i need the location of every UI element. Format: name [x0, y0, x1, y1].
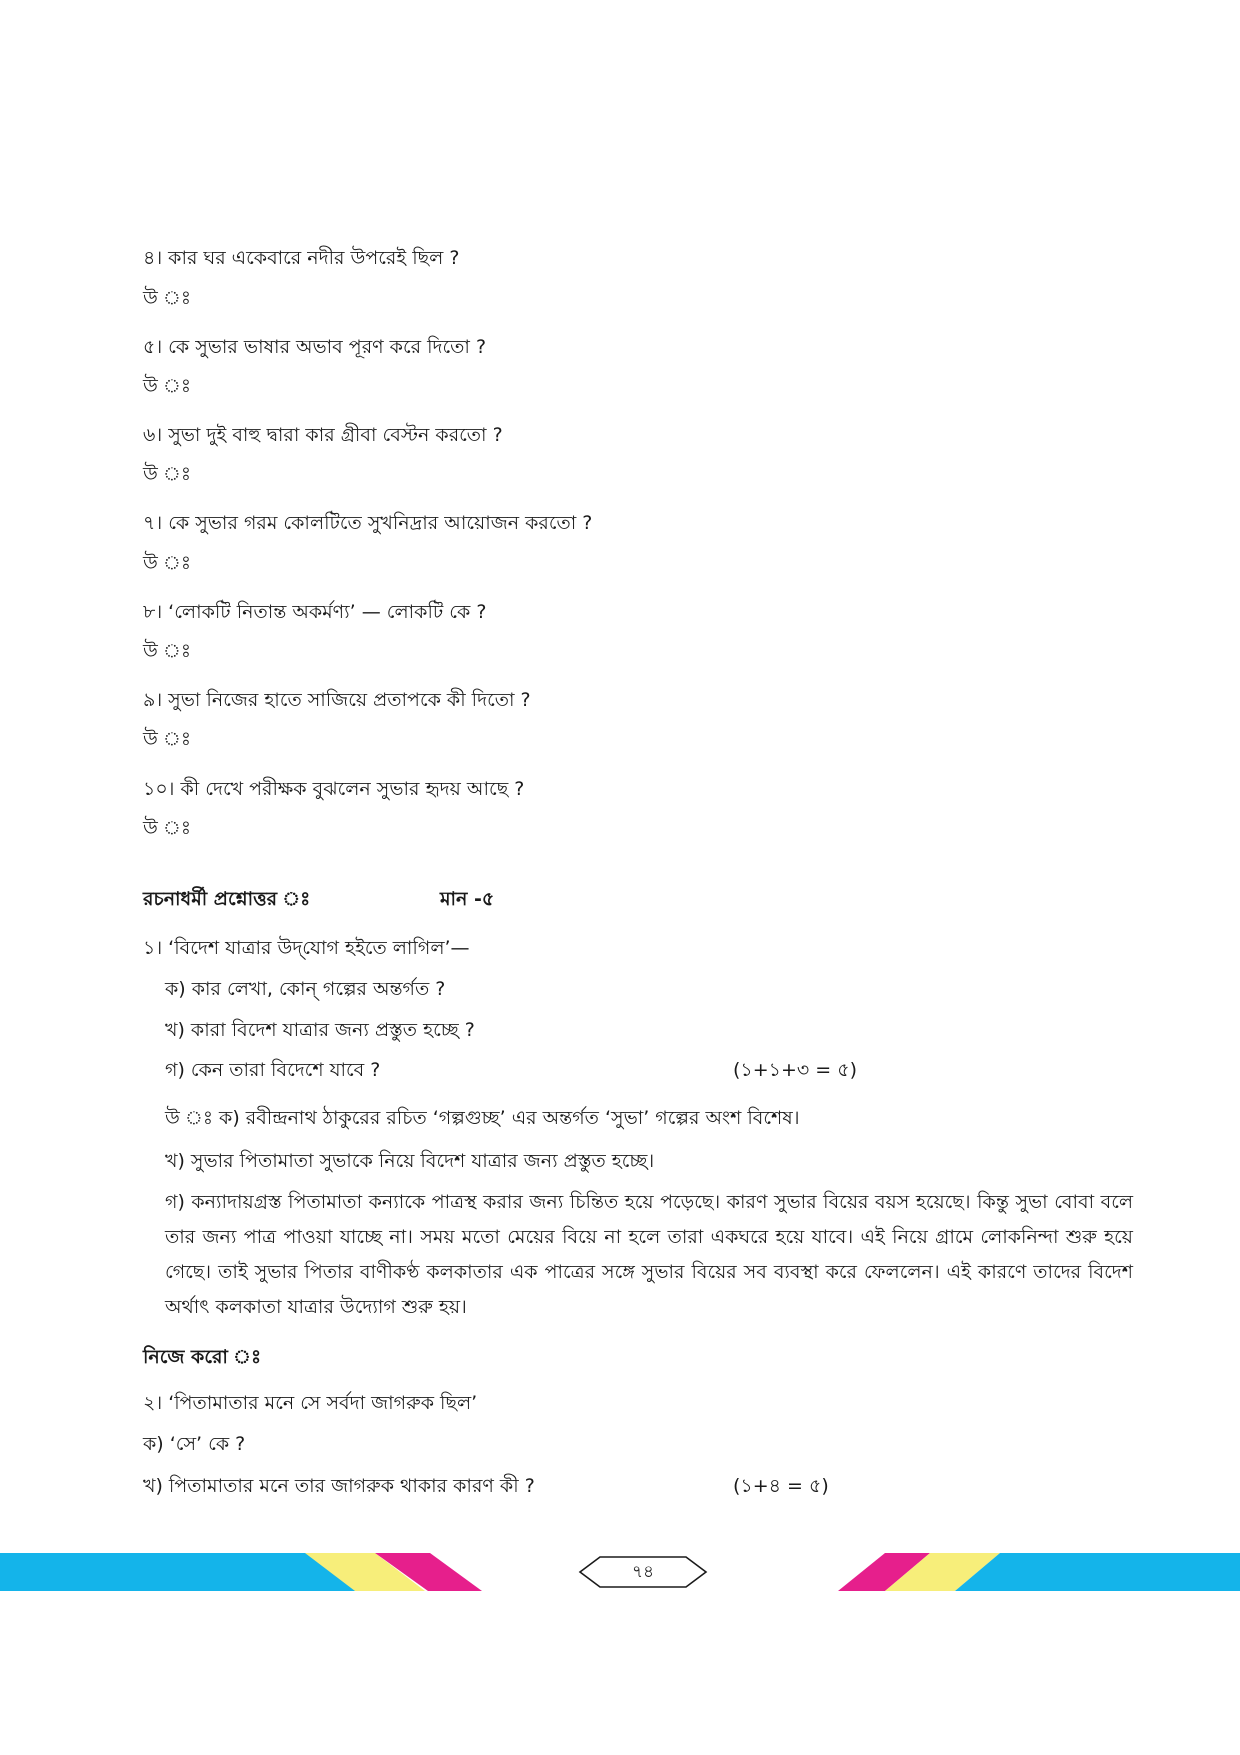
self-q2-part-a: ক) ‘সে’ কে ?: [143, 1433, 246, 1455]
essay-q1-answer-b: খ) সুভার পিতামাতা সুভাকে নিয়ে বিদেশ যাত্রার জন্য প্রস্তুত হচ্ছে।: [165, 1150, 655, 1172]
question-5: ৫। কে সুভার ভাষার অভাব পূরণ করে দিতো ?: [143, 336, 487, 358]
question-9: ৯। সুভা নিজের হাতে সাজিয়ে প্রতাপকে কী দিতো ?: [143, 689, 531, 711]
essay-q1-part-b: খ) কারা বিদেশ যাত্রার জন্য প্রস্তুত হচ্ছে ?: [165, 1019, 475, 1041]
essay-q1-answer-c: গ) কন্যাদায়গ্রস্ত পিতামাতা কন্যাকে পাত্রস্থ করার জন্য চিন্তিত হয়ে পড়েছে। কারণ সুভার বিয়ের বয়স হয়েছে। কিন্তু সুভা বোবা বলে তার জন্য পাত্র পাওয়া যাচ্ছে না। সময় মতো মেয়ের বিয়ে না হলে তারা একঘরে হয়ে যাবে। এই নিয়ে গ্রামে লোকনিন্দা শুরু হয়ে গেছে। তাই সুভার পিতার বাণীকণ্ঠ কলকাতার এক পাত্রের সঙ্গে সুভার বিয়ের সব ব্যবস্থা করে ফেললেন। এই কারণে তাদের বিদেশ অর্থাৎ কলকাতা যাত্রার উদ্যোগ শুরু হয়।: [165, 1191, 1133, 1318]
answer-label-10: উ ঃ: [143, 817, 191, 839]
answer-label-7: উ ঃ: [143, 552, 191, 574]
essay-q1-part-c: গ) কেন তারা বিদেশে যাবে ?: [165, 1059, 381, 1081]
answer-label-4: উ ঃ: [143, 287, 191, 309]
footer-right-cyan-band: [955, 1553, 1240, 1591]
answer-label-8: উ ঃ: [143, 640, 191, 662]
answer-label-6: উ ঃ: [143, 463, 191, 485]
question-6: ৬। সুভা দুই বাহু দ্বারা কার গ্রীবা বেস্টন করতো ?: [143, 424, 503, 446]
answer-label-5: উ ঃ: [143, 375, 191, 397]
essay-q1-marks: (১+১+৩ = ৫): [733, 1059, 858, 1081]
section-marks: মান -৫: [440, 888, 495, 910]
essay-q1-part-a: ক) কার লেখা, কোন্ গল্পের অন্তর্গত ?: [165, 978, 446, 1000]
self-q2-stem: ২। ‘পিতামাতার মনে সে সর্বদা জাগরুক ছিল’: [143, 1392, 478, 1414]
essay-q1-answer-a: উ ঃ ক) রবীন্দ্রনাথ ঠাকুরের রচিত ‘গল্পগুচ্ছ’ এর অন্তর্গত ‘সুভা’ গল্পের অংশ বিশেষ।: [165, 1107, 800, 1129]
self-practice-heading: নিজে করো ঃ: [143, 1346, 262, 1368]
page-number: ৭৪: [631, 1562, 655, 1582]
question-8: ৮। ‘লোকটি নিতান্ত অকর্মণ্য’ — লোকটি কে ?: [143, 601, 487, 623]
question-4: ৪। কার ঘর একেবারে নদীর উপরেই ছিল ?: [143, 247, 460, 269]
answer-label-9: উ ঃ: [143, 728, 191, 750]
self-q2-marks: (১+৪ = ৫): [733, 1475, 829, 1497]
section-heading: রচনাধর্মী প্রশ্নোত্তর ঃ: [143, 888, 311, 910]
self-q2-part-b: খ) পিতামাতার মনে তার জাগরুক থাকার কারণ কী ?: [143, 1475, 535, 1497]
question-10: ১০। কী দেখে পরীক্ষক বুঝলেন সুভার হৃদয় আছে ?: [143, 778, 525, 800]
question-7: ৭। কে সুভার গরম কোলটিতে সুখনিদ্রার আয়োজন করতো ?: [143, 512, 593, 534]
essay-q1-stem: ১। ‘বিদেশ যাত্রার উদ্‌যোগ হইতে লাগিল’—: [143, 937, 470, 959]
